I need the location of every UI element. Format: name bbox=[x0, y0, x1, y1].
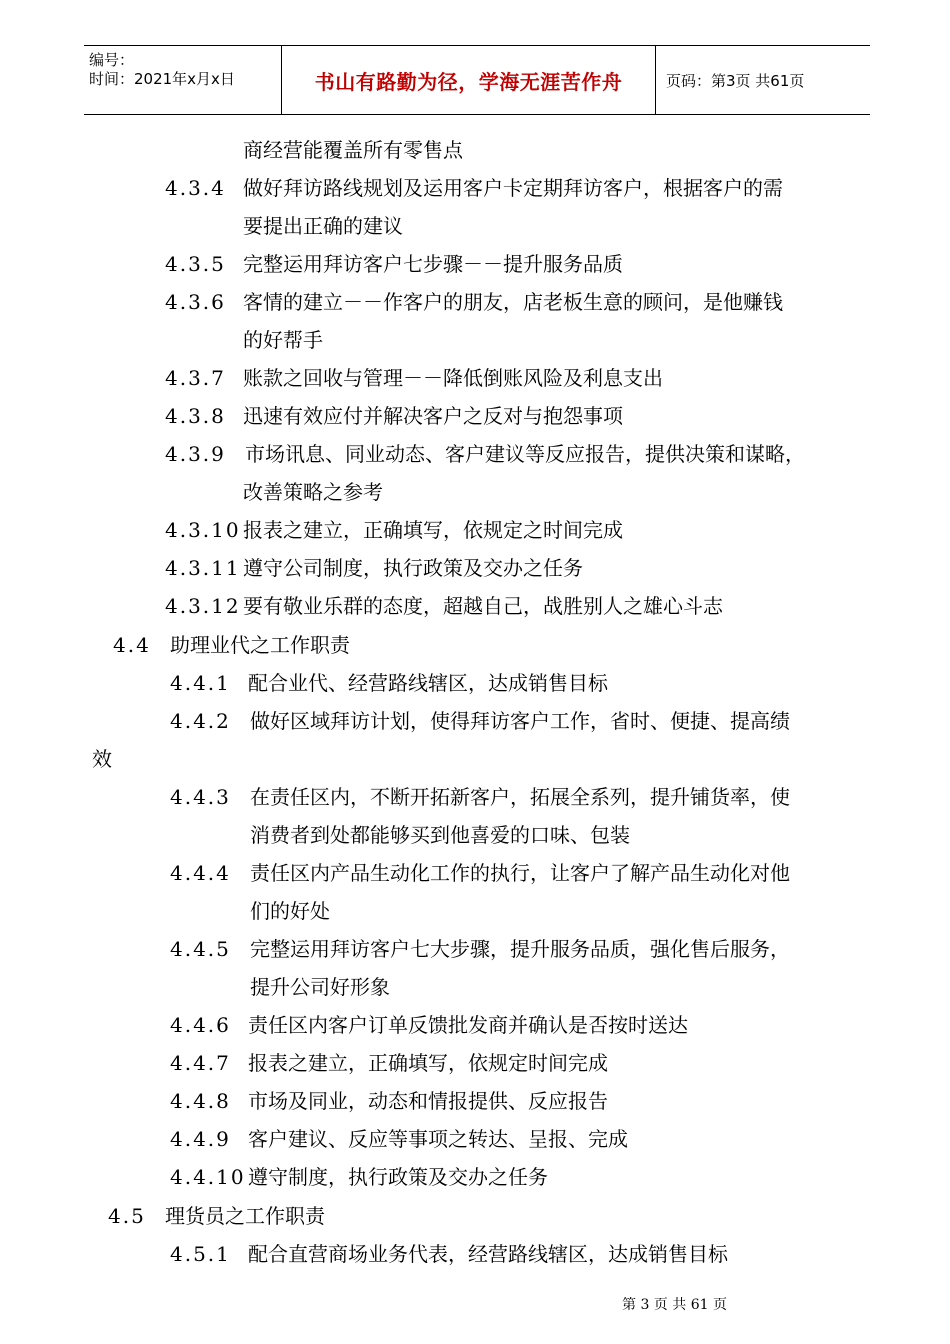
list-item-4-4-5: 4.4.5 完整运用拜访客户七大步骤，提升服务品质，强化售后服务， bbox=[170, 937, 790, 961]
body-line: 效 bbox=[92, 747, 112, 771]
list-item-4-4-2: 4.4.2 做好区域拜访计划，使得拜访客户工作，省时、便捷、提高绩 bbox=[170, 709, 790, 733]
header-meta-cell bbox=[84, 46, 282, 114]
header-motto: 书山有路勤为径，学海无涯苦作舟 bbox=[314, 69, 623, 94]
body-line: 提升公司好形象 bbox=[250, 975, 390, 999]
list-item-4-3-10: 4.3.10 报表之建立，正确填写，依规定之时间完成 bbox=[165, 518, 623, 542]
list-item-4-4-9: 4.4.9 客户建议、反应等事项之转达、呈报、完成 bbox=[170, 1127, 628, 1151]
body-line: 消费者到处都能够买到他喜爱的口味、包装 bbox=[250, 823, 630, 847]
list-item-4-4-3: 4.4.3 在责任区内，不断开拓新客户，拓展全系列，提升铺货率，使 bbox=[170, 785, 790, 809]
list-item-4-3-11: 4.3.11 遵守公司制度，执行政策及交办之任务 bbox=[165, 556, 583, 580]
body-line: 改善策略之参考 bbox=[243, 480, 383, 504]
list-item-4-4-7: 4.4.7 报表之建立，正确填写，依规定时间完成 bbox=[170, 1051, 608, 1075]
section-heading-4-5: 4.5 理货员之工作职责 bbox=[108, 1204, 325, 1228]
list-item-4-4-6: 4.4.6 责任区内客户订单反馈批发商并确认是否按时送达 bbox=[170, 1013, 688, 1037]
list-item-4-3-6: 4.3.6 客情的建立－－作客户的朋友，店老板生意的顾问，是他赚钱 bbox=[165, 290, 783, 314]
document-time-label: 时间：2021年x月x日 bbox=[89, 70, 235, 88]
list-item-4-4-10: 4.4.10 遵守制度，执行政策及交办之任务 bbox=[170, 1165, 548, 1189]
list-item-4-4-4: 4.4.4 责任区内产品生动化工作的执行，让客户了解产品生动化对他 bbox=[170, 861, 790, 885]
list-item-4-4-1: 4.4.1 配合业代、经营路线辖区，达成销售目标 bbox=[170, 671, 608, 695]
list-item-4-5-1: 4.5.1 配合直营商场业务代表，经营路线辖区，达成销售目标 bbox=[170, 1242, 728, 1266]
page-footer: 第 3 页 共 61 页 bbox=[622, 1297, 727, 1313]
list-item-4-4-8: 4.4.8 市场及同业，动态和情报提供、反应报告 bbox=[170, 1089, 608, 1113]
list-item-4-3-12: 4.3.12 要有敬业乐群的态度，超越自己，战胜别人之雄心斗志 bbox=[165, 594, 723, 618]
list-item-4-3-9: 4.3.9 市场讯息、同业动态、客户建议等反应报告，提供决策和谋略， bbox=[165, 442, 805, 466]
body-line: 商经营能覆盖所有零售点 bbox=[243, 138, 463, 162]
list-item-4-3-7: 4.3.7 账款之回收与管理－－降低倒账风险及利息支出 bbox=[165, 366, 663, 390]
header-motto-cell bbox=[282, 46, 656, 114]
list-item-4-3-5: 4.3.5 完整运用拜访客户七步骤－－提升服务品质 bbox=[165, 252, 623, 276]
page-header bbox=[84, 45, 870, 115]
header-page-number: 页码：第3页 共61页 bbox=[666, 71, 805, 90]
list-item-4-3-8: 4.3.8 迅速有效应付并解决客户之反对与抱怨事项 bbox=[165, 404, 623, 428]
body-line: 的好帮手 bbox=[243, 328, 323, 352]
body-line: 们的好处 bbox=[250, 899, 330, 923]
document-number-label: 编号： bbox=[89, 51, 135, 69]
list-item-4-3-4: 4.3.4 做好拜访路线规划及运用客户卡定期拜访客户，根据客户的需 bbox=[165, 176, 783, 200]
header-page-cell bbox=[656, 46, 870, 114]
body-line: 要提出正确的建议 bbox=[243, 214, 403, 238]
section-heading-4-4: 4.4 助理业代之工作职责 bbox=[113, 633, 350, 657]
